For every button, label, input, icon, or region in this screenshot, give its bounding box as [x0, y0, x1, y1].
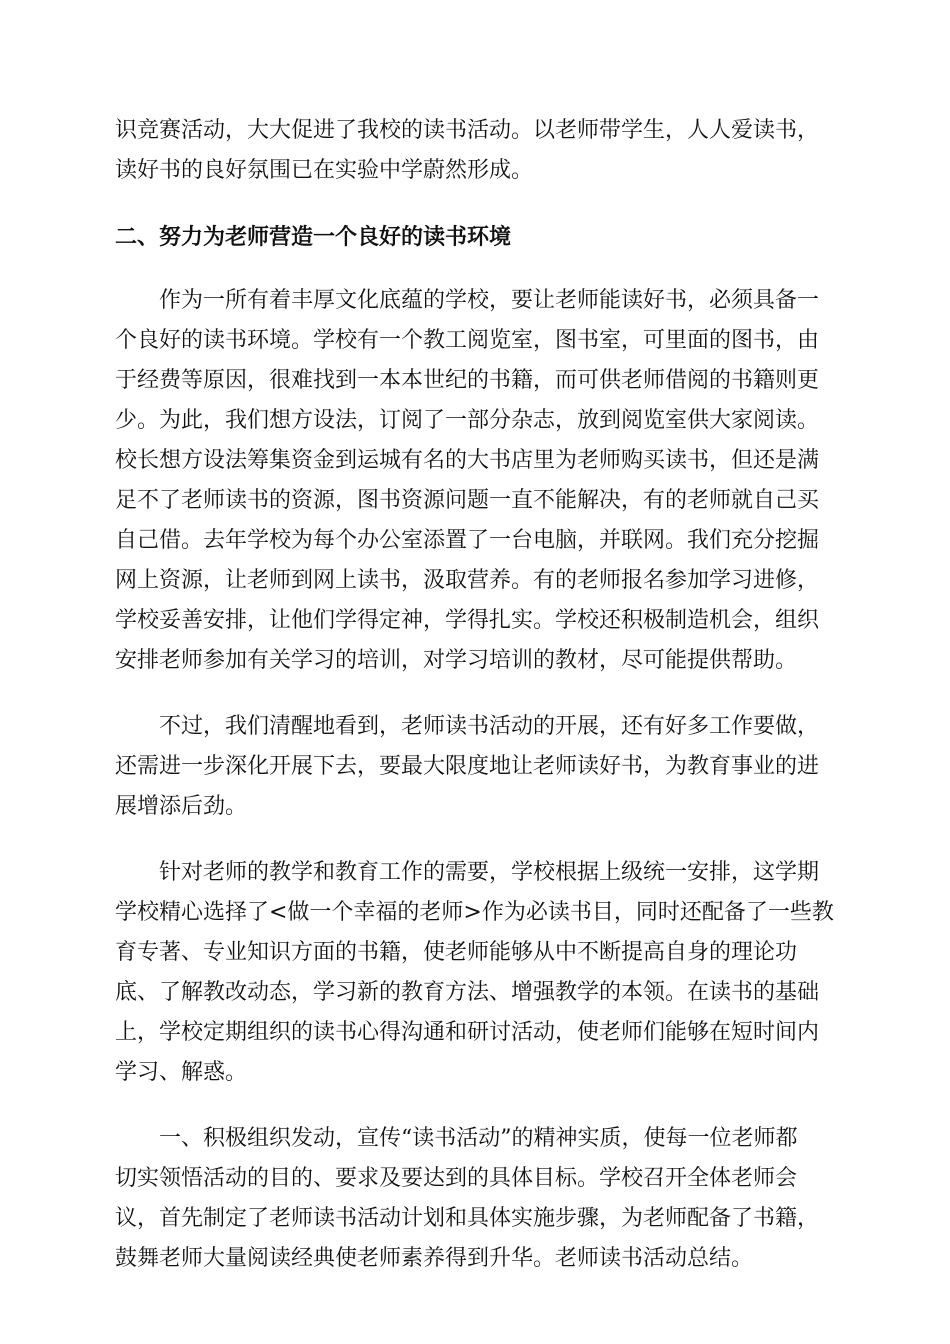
- text-line: 足不了老师读书的资源，图书资源问题一直不能解决，有的老师就自己买: [115, 488, 820, 513]
- text-line: 上，学校定期组织的读书心得沟通和研讨活动，使老师们能够在短时间内: [115, 1020, 820, 1045]
- paragraph-continued: [115, 111, 835, 191]
- text-line: 于经费等原因，很难找到一本本世纪的书籍，而可供老师借阅的书籍则更: [115, 368, 820, 393]
- text-line: 一、积极组织发动，宣传“读书活动”的精神实质，使每一位老师都: [159, 1126, 798, 1151]
- text-line: 网上资源，让老师到网上读书，汲取营养。有的老师报名参加学习进修，: [115, 568, 820, 593]
- text-line: 识竞赛活动，大大促进了我校的读书活动。以老师带学生，人人爱读书，: [115, 118, 820, 143]
- document-body: [115, 111, 835, 1305]
- text-line: 展增添后劲。: [115, 794, 248, 819]
- text-line: 议，首先制定了老师读书活动计划和具体实施步骤，为老师配备了书籍，: [115, 1206, 820, 1231]
- paragraph-however: [115, 707, 835, 827]
- text-line: 读好书的良好氛围已在实验中学蔚然形成。: [115, 158, 534, 183]
- text-line: 少。为此，我们想方设法，订阅了一部分杂志，放到阅览室供大家阅读。: [115, 408, 820, 433]
- text-line: 育专著、专业知识方面的书籍，使老师能够从中不断提高自身的理论功: [115, 940, 798, 965]
- text-line: 还需进一步深化开展下去，要最大限度地让老师读好书，为教育事业的进: [115, 754, 820, 779]
- text-line: 个良好的读书环境。学校有一个教工阅览室，图书室，可里面的图书，由: [115, 328, 820, 353]
- text-line: 学习、解惑。: [115, 1060, 248, 1085]
- text-line: 自己借。去年学校为每个办公室添置了一台电脑，并联网。我们充分挖掘: [115, 528, 820, 553]
- paragraph-environment: [115, 281, 835, 681]
- text-line: 学校妥善安排，让他们学得定神，学得扎实。学校还积极制造机会，组织: [115, 608, 820, 633]
- text-line: 校长想方设法筹集资金到运城有名的大书店里为老师购买读书，但还是满: [115, 448, 820, 473]
- text-line: 作为一所有着丰厚文化底蕴的学校，要让老师能读好书，必须具备一: [159, 288, 820, 313]
- text-line: 切实领悟活动的目的、要求及要达到的具体目标。学校召开全体老师会: [115, 1166, 798, 1191]
- text-line: 鼓舞老师大量阅读经典使老师素养得到升华。老师读书活动总结。: [115, 1246, 754, 1271]
- paragraph-organize: [115, 1119, 835, 1279]
- text-line: 安排老师参加有关学习的培训，对学习培训的教材，尽可能提供帮助。: [115, 648, 798, 673]
- text-line: 底、了解教改动态，学习新的教育方法、增强教学的本领。在读书的基础: [115, 980, 820, 1005]
- text-line: 学校精心选择了<做一个幸福的老师>作为必读书目，同时还配备了一些教: [115, 900, 834, 925]
- text-line: 不过，我们清醒地看到，老师读书活动的开展，还有好多工作要做，: [159, 714, 820, 739]
- section-heading: 二、努力为老师营造一个良好的读书环境: [115, 224, 512, 250]
- text-line: 针对老师的教学和教育工作的需要，学校根据上级统一安排，这学期: [159, 860, 820, 885]
- paragraph-needs: [115, 853, 835, 1093]
